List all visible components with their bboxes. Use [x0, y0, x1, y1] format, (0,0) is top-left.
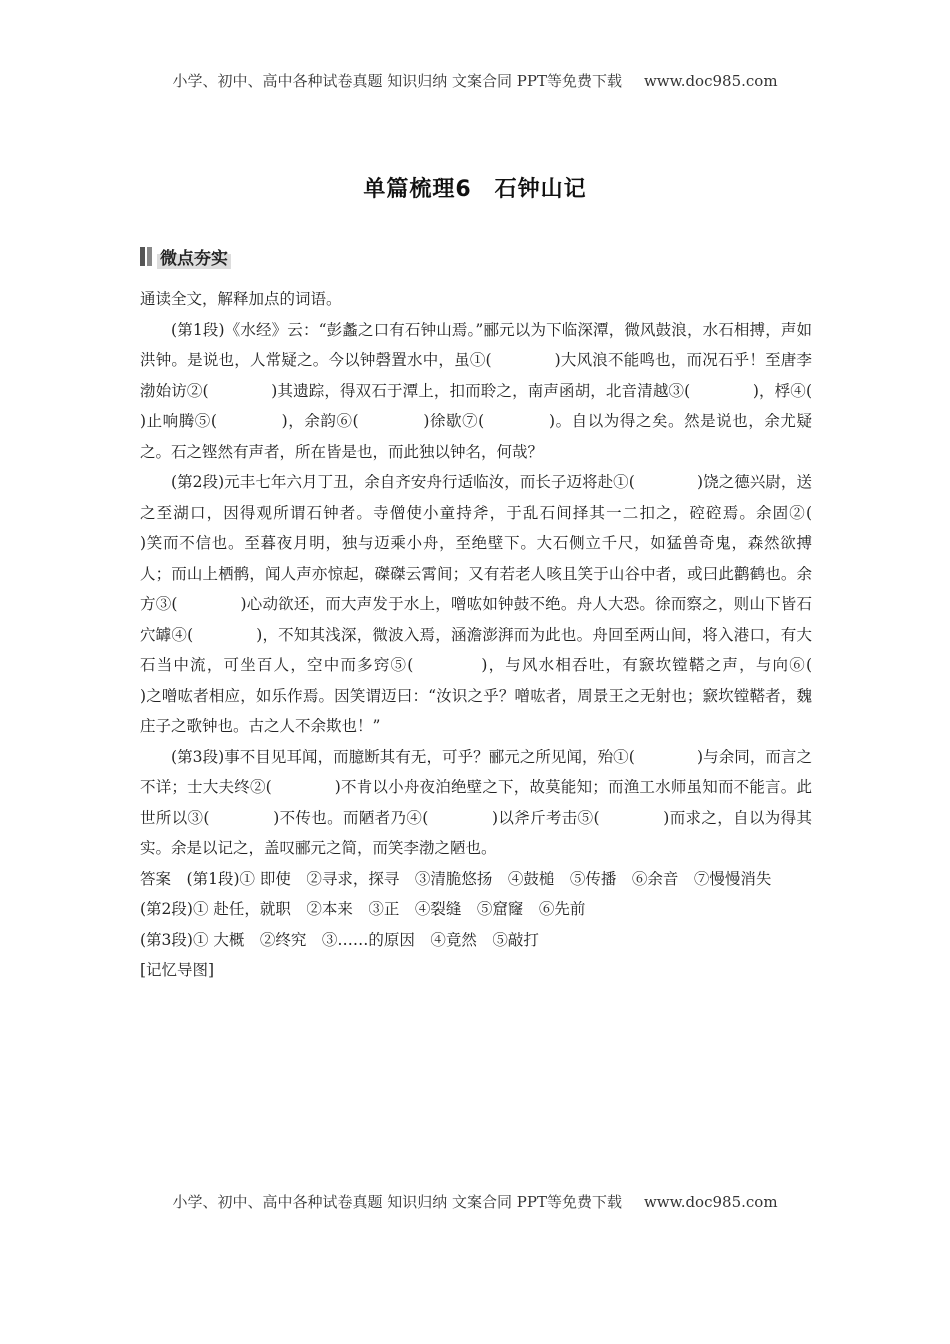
- page-footer: [0, 1191, 950, 1212]
- section-heading: [140, 244, 246, 268]
- header-text: 小学、初中、高中各种试卷真题 知识归纳 文案合同 PPT等免费下载: [172, 72, 622, 90]
- header-url: www.doc985.com: [643, 72, 778, 90]
- page-title: 单篇梳理6 石钟山记: [363, 177, 587, 202]
- paragraph-3: (第3段)事不目见耳闻，而臆断其有无，可乎？郦元之所见闻，殆①( )与余同，而言之不详；士大夫终②( )不肯以小舟夜泊绝壁之下，故莫能知；而渔工水师虽知而不能言。此世所以③( )不传也。而陋者乃④( )以斧斤考击⑤( )而求之，自以为得其实。余是以记之，盖叹郦元之简，而笑李渤之陋也。: [140, 747, 812, 857]
- answer-p1: (第1段)① 即使 ②寻求，探寻 ③清脆悠扬 ④鼓槌 ⑤传播 ⑥余音 ⑦慢慢消失: [186, 869, 772, 888]
- answer-line-2: (第2段)① 赴任，就职 ②本来 ③正 ④裂缝 ⑤窟窿 ⑥先前: [140, 900, 586, 918]
- mind-map-label: [记忆导图]: [140, 961, 215, 979]
- paragraph-2: (第2段)元丰七年六月丁丑，余自齐安舟行适临汝，而长子迈将赴①( )饶之德兴尉，送之至湖口，因得观所谓石钟者。寺僧使小童持斧，于乱石间择其一二扣之，硿硿焉。余固②( )笑而不信也。至暮夜月明，独与迈乘小舟，至绝壁下。大石侧立千尺，如猛兽奇鬼，森然欲搏人；而山上栖鹘，闻人声亦惊起，磔磔云霄间；又有若老人咳且笑于山谷中者，或曰此鹳鹤也。余方③( )心动欲还，而大声发于水上，噌吰如钟鼓不绝。舟人大恐。徐而察之，则山下皆石穴罅④( )，不知其浅深，微波入焉，涵澹澎湃而为此也。舟回至两山间，将入港口，有大石当中流，可坐百人，空中而多窍⑤( )，与风水相吞吐，有窾坎镗鞳之声，与向⑥( )之噌吰者相应，如乐作焉。因笑谓迈曰：“汝识之乎？噌吰者，周景王之无射也；窾坎镗鞳者，魏庄子之歌钟也。古之人不余欺也！”: [140, 473, 875, 735]
- answer-line-3: (第3段)① 大概 ②终究 ③……的原因 ④竟然 ⑤敲打: [140, 930, 539, 949]
- answer-line-1: [140, 864, 812, 895]
- footer-url: www.doc985.com: [643, 1193, 778, 1211]
- document-body: [140, 284, 875, 986]
- section-label: 微点夯实: [157, 244, 231, 269]
- section-marker-icon: [140, 247, 152, 266]
- instruction: 通读全文，解释加点的词语。: [140, 290, 342, 308]
- footer-text: 小学、初中、高中各种试卷真题 知识归纳 文案合同 PPT等免费下载: [172, 1193, 622, 1211]
- answer-label: 答案: [140, 869, 172, 888]
- paragraph-1: (第1段)《水经》云：“彭蠡之口有石钟山焉。”郦元以为下临深潭，微风鼓浪，水石相搏，声如洪钟。是说也，人常疑之。今以钟磬置水中，虽①( )大风浪不能鸣也，而况石乎！至唐李渤始访②( )其遗踪，得双石于潭上，扣而聆之，南声函胡，北音清越③( )，桴④( )止响腾⑤( )，余韵⑥( )徐歇⑦( )。自以为得之矣。然是说也，余尤疑之。石之铿然有声者，所在皆是也，而此独以钟名，何哉？: [140, 320, 875, 461]
- page-header: [0, 70, 950, 91]
